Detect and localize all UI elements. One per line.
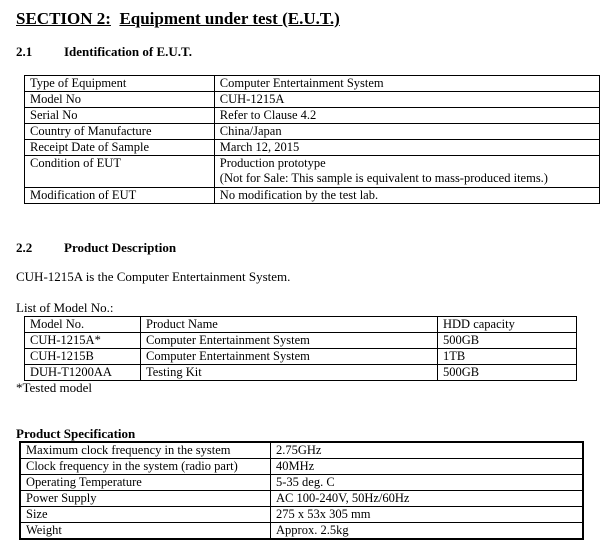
table-cell: Computer Entertainment System	[141, 349, 438, 365]
spec-value: 5-35 deg. C	[271, 475, 583, 491]
row-label: Condition of EUT	[25, 156, 215, 188]
tested-model-note: *Tested model	[16, 380, 92, 395]
product-specification-heading	[16, 426, 135, 442]
table-row	[21, 443, 583, 459]
table-cell: Computer Entertainment System	[141, 333, 438, 349]
table-cell: CUH-1215B	[25, 349, 141, 365]
table-row	[21, 523, 583, 539]
table-cell: 500GB	[438, 365, 577, 381]
row-value: Production prototype	[219, 156, 326, 170]
row-label: Serial No	[25, 108, 215, 124]
row-value: No modification by the test lab.	[214, 188, 599, 204]
spec-label: Maximum clock frequency in the system	[21, 443, 271, 459]
table-cell: Testing Kit	[141, 365, 438, 381]
table-cell: 1TB	[438, 349, 577, 365]
column-header: HDD capacity	[438, 317, 577, 333]
table-row	[25, 140, 600, 156]
model-list-label: List of Model No.:	[16, 300, 114, 315]
row-value: CUH-1215A	[214, 92, 599, 108]
product-specification-table	[20, 442, 583, 539]
table-cell: CUH-1215A*	[25, 333, 141, 349]
table-row	[25, 108, 600, 124]
spec-label: Clock frequency in the system (radio part)	[21, 459, 271, 475]
eut-identification-table	[24, 75, 600, 204]
table-row	[25, 333, 577, 349]
row-label: Receipt Date of Sample	[25, 140, 215, 156]
table-row	[25, 92, 600, 108]
table-cell: 500GB	[438, 333, 577, 349]
model-list-table	[24, 316, 577, 381]
spec-value: 2.75GHz	[271, 443, 583, 459]
table-row	[25, 124, 600, 140]
row-label: Type of Equipment	[25, 76, 215, 92]
spec-value: AC 100-240V, 50Hz/60Hz	[271, 491, 583, 507]
table-row	[25, 188, 600, 204]
subsection-number: 2.2	[16, 240, 33, 255]
spec-value: Approx. 2.5kg	[271, 523, 583, 539]
spec-label: Operating Temperature	[21, 475, 271, 491]
row-label: Model No	[25, 92, 215, 108]
spec-value: 40MHz	[271, 459, 583, 475]
table-row	[25, 349, 577, 365]
table-row	[21, 507, 583, 523]
spec-value: 275 x 53x 305 mm	[271, 507, 583, 523]
subsection-number: 2.1	[16, 44, 33, 59]
subsection-2-2-heading	[16, 240, 176, 256]
spec-label: Weight	[21, 523, 271, 539]
table-row	[25, 365, 577, 381]
table-row	[21, 459, 583, 475]
table-row	[25, 156, 600, 188]
spec-label: Power Supply	[21, 491, 271, 507]
product-description-text: CUH-1215A is the Computer Entertainment System.	[16, 269, 291, 284]
row-value: March 12, 2015	[214, 140, 599, 156]
row-value-multiline	[214, 156, 599, 188]
section-label: SECTION 2:	[16, 9, 111, 28]
row-label: Modification of EUT	[25, 188, 215, 204]
table-cell: DUH-T1200AA	[25, 365, 141, 381]
subsection-2-1-heading	[16, 44, 192, 60]
row-value-note: (Not for Sale: This sample is equivalent to mass-produced items.)	[219, 171, 548, 185]
section-heading: Equipment under test (E.U.T.)	[119, 9, 340, 28]
row-value: Computer Entertainment System	[214, 76, 599, 92]
spec-label: Size	[21, 507, 271, 523]
spec-title: Product Specification	[16, 426, 136, 441]
section-title	[16, 8, 340, 30]
table-row	[25, 76, 600, 92]
table-row	[21, 475, 583, 491]
table-row	[21, 491, 583, 507]
row-label: Country of Manufacture	[25, 124, 215, 140]
column-header: Product Name	[141, 317, 438, 333]
row-value: Refer to Clause 4.2	[214, 108, 599, 124]
subsection-title: Identification of E.U.T.	[64, 44, 192, 59]
subsection-title: Product Description	[64, 240, 177, 255]
column-header: Model No.	[25, 317, 141, 333]
table-header-row	[25, 317, 577, 333]
row-value: China/Japan	[214, 124, 599, 140]
